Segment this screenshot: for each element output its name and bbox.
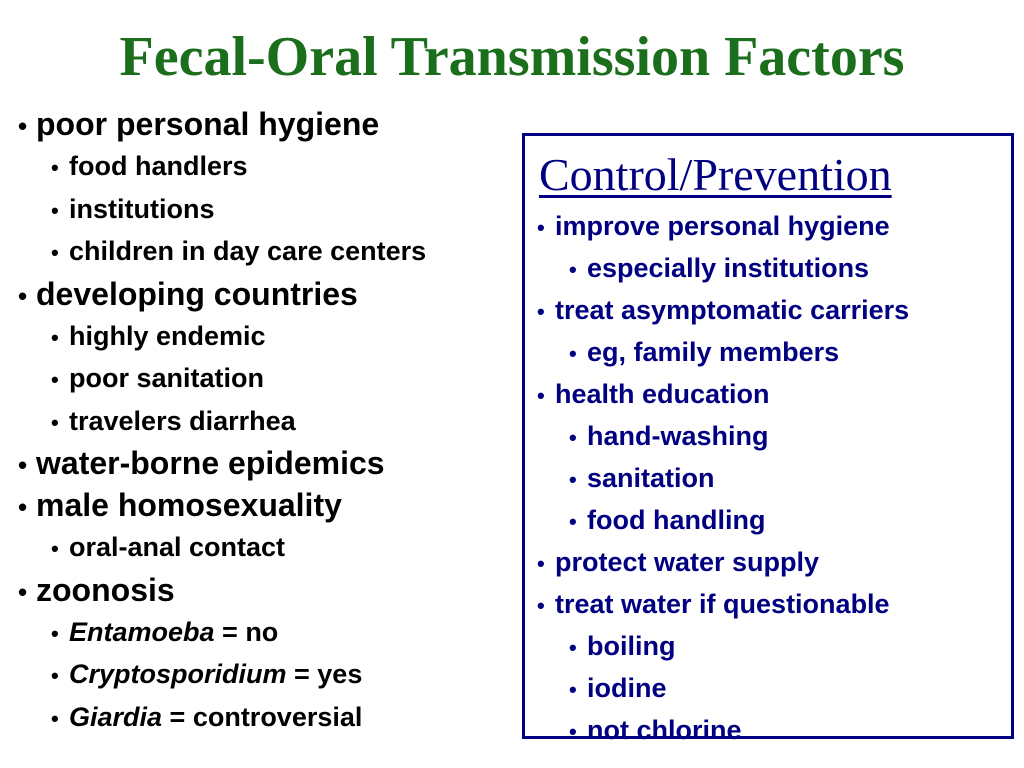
subfactor-item bbox=[18, 146, 528, 189]
subfactor-label: poor sanitation bbox=[69, 363, 264, 393]
bullet-icon: • bbox=[569, 719, 577, 744]
bullet-icon: • bbox=[18, 111, 28, 141]
transmission-factors-list bbox=[18, 104, 528, 739]
factor-label: zoonosis bbox=[36, 571, 175, 608]
zoonosis-relation: = controversial bbox=[162, 701, 363, 732]
bullet-icon: • bbox=[569, 341, 577, 366]
bullet-icon: • bbox=[18, 450, 28, 480]
control-item-water-supply bbox=[537, 542, 1007, 584]
subfactor-label: highly endemic bbox=[69, 320, 266, 351]
bullet-icon: • bbox=[569, 509, 577, 534]
subfactor-label: oral-anal contact bbox=[69, 532, 286, 562]
bullet-icon: • bbox=[51, 367, 59, 392]
bullet-icon: • bbox=[51, 663, 59, 688]
zoonosis-entry bbox=[69, 612, 278, 654]
factor-poor-hygiene bbox=[18, 104, 528, 146]
factor-developing-countries bbox=[18, 274, 528, 316]
control-subitem bbox=[537, 248, 1007, 290]
bullet-icon: • bbox=[51, 536, 59, 561]
subfactor-item bbox=[18, 358, 528, 401]
control-label: improve personal hygiene bbox=[555, 211, 890, 241]
subfactor-label: institutions bbox=[69, 193, 215, 224]
slide-title: Fecal-Oral Transmission Factors bbox=[119, 26, 905, 88]
zoonosis-item bbox=[18, 654, 528, 697]
subfactor-item bbox=[18, 527, 528, 570]
bullet-icon: • bbox=[537, 383, 545, 408]
control-sublabel: not chlorine bbox=[587, 715, 742, 745]
control-sublabel: food handling bbox=[587, 505, 766, 535]
bullet-icon: • bbox=[569, 425, 577, 450]
zoonosis-item bbox=[18, 697, 528, 740]
control-subitem bbox=[537, 500, 1007, 542]
factor-zoonosis bbox=[18, 570, 528, 612]
organism-name: Cryptosporidium bbox=[69, 659, 287, 689]
bullet-icon: • bbox=[51, 240, 59, 265]
zoonosis-relation: = no bbox=[214, 616, 279, 647]
control-item-hygiene bbox=[537, 206, 1007, 248]
control-subitem bbox=[537, 710, 1007, 752]
control-item-education bbox=[537, 374, 1007, 416]
subfactor-item bbox=[18, 401, 528, 444]
bullet-icon: • bbox=[537, 299, 545, 324]
bullet-icon: • bbox=[51, 197, 59, 223]
control-item-carriers bbox=[537, 290, 1007, 332]
bullet-icon: • bbox=[569, 677, 577, 702]
control-subitem bbox=[537, 332, 1007, 374]
control-subitem bbox=[537, 626, 1007, 668]
organism-name: Giardia bbox=[69, 701, 163, 732]
bullet-icon: • bbox=[537, 551, 545, 576]
control-subitem bbox=[537, 458, 1007, 500]
bullet-icon: • bbox=[569, 467, 577, 492]
control-subitem bbox=[537, 416, 1007, 458]
factor-water-borne bbox=[18, 443, 528, 485]
bullet-icon: • bbox=[569, 635, 577, 660]
factor-label: male homosexuality bbox=[36, 487, 342, 523]
bullet-icon: • bbox=[51, 705, 59, 731]
bullet-icon: • bbox=[51, 409, 59, 435]
control-prevention-list bbox=[537, 206, 1007, 752]
bullet-icon: • bbox=[51, 620, 59, 646]
factor-label: poor personal hygiene bbox=[36, 106, 380, 142]
control-subitem bbox=[537, 668, 1007, 710]
control-sublabel: eg, family members bbox=[587, 337, 840, 367]
zoonosis-entry bbox=[69, 654, 362, 696]
bullet-icon: • bbox=[569, 257, 577, 282]
subfactor-label: travelers diarrhea bbox=[69, 405, 296, 436]
control-sublabel: sanitation bbox=[587, 463, 715, 493]
control-prevention-box bbox=[522, 133, 1014, 745]
control-label: treat water if questionable bbox=[555, 589, 890, 619]
factor-label: developing countries bbox=[36, 275, 358, 312]
bullet-icon: • bbox=[18, 492, 28, 522]
control-prevention-title: Control/Prevention bbox=[539, 149, 892, 200]
bullet-icon: • bbox=[18, 280, 28, 311]
control-label: treat asymptomatic carriers bbox=[555, 295, 910, 325]
bullet-icon: • bbox=[537, 215, 545, 240]
control-sublabel: especially institutions bbox=[587, 253, 870, 283]
subfactor-item bbox=[18, 189, 528, 232]
bullet-icon: • bbox=[51, 324, 59, 350]
organism-name: Entamoeba bbox=[69, 616, 215, 647]
control-item-treat-water bbox=[537, 584, 1007, 626]
subfactor-label: food handlers bbox=[69, 151, 248, 181]
zoonosis-item bbox=[18, 612, 528, 655]
control-sublabel: boiling bbox=[587, 631, 676, 661]
bullet-icon: • bbox=[18, 576, 28, 607]
factor-label: water-borne epidemics bbox=[36, 445, 385, 481]
bullet-icon: • bbox=[537, 593, 545, 618]
zoonosis-entry bbox=[69, 697, 362, 739]
subfactor-label: children in day care centers bbox=[69, 236, 427, 266]
control-sublabel: iodine bbox=[587, 673, 667, 703]
subfactor-item bbox=[18, 316, 528, 359]
subfactor-item bbox=[18, 231, 528, 274]
control-sublabel: hand-washing bbox=[587, 421, 769, 451]
factor-male-homosexuality bbox=[18, 485, 528, 527]
bullet-icon: • bbox=[51, 155, 59, 180]
zoonosis-relation: = yes bbox=[286, 659, 363, 689]
control-label: health education bbox=[555, 379, 770, 409]
control-label: protect water supply bbox=[555, 547, 820, 577]
